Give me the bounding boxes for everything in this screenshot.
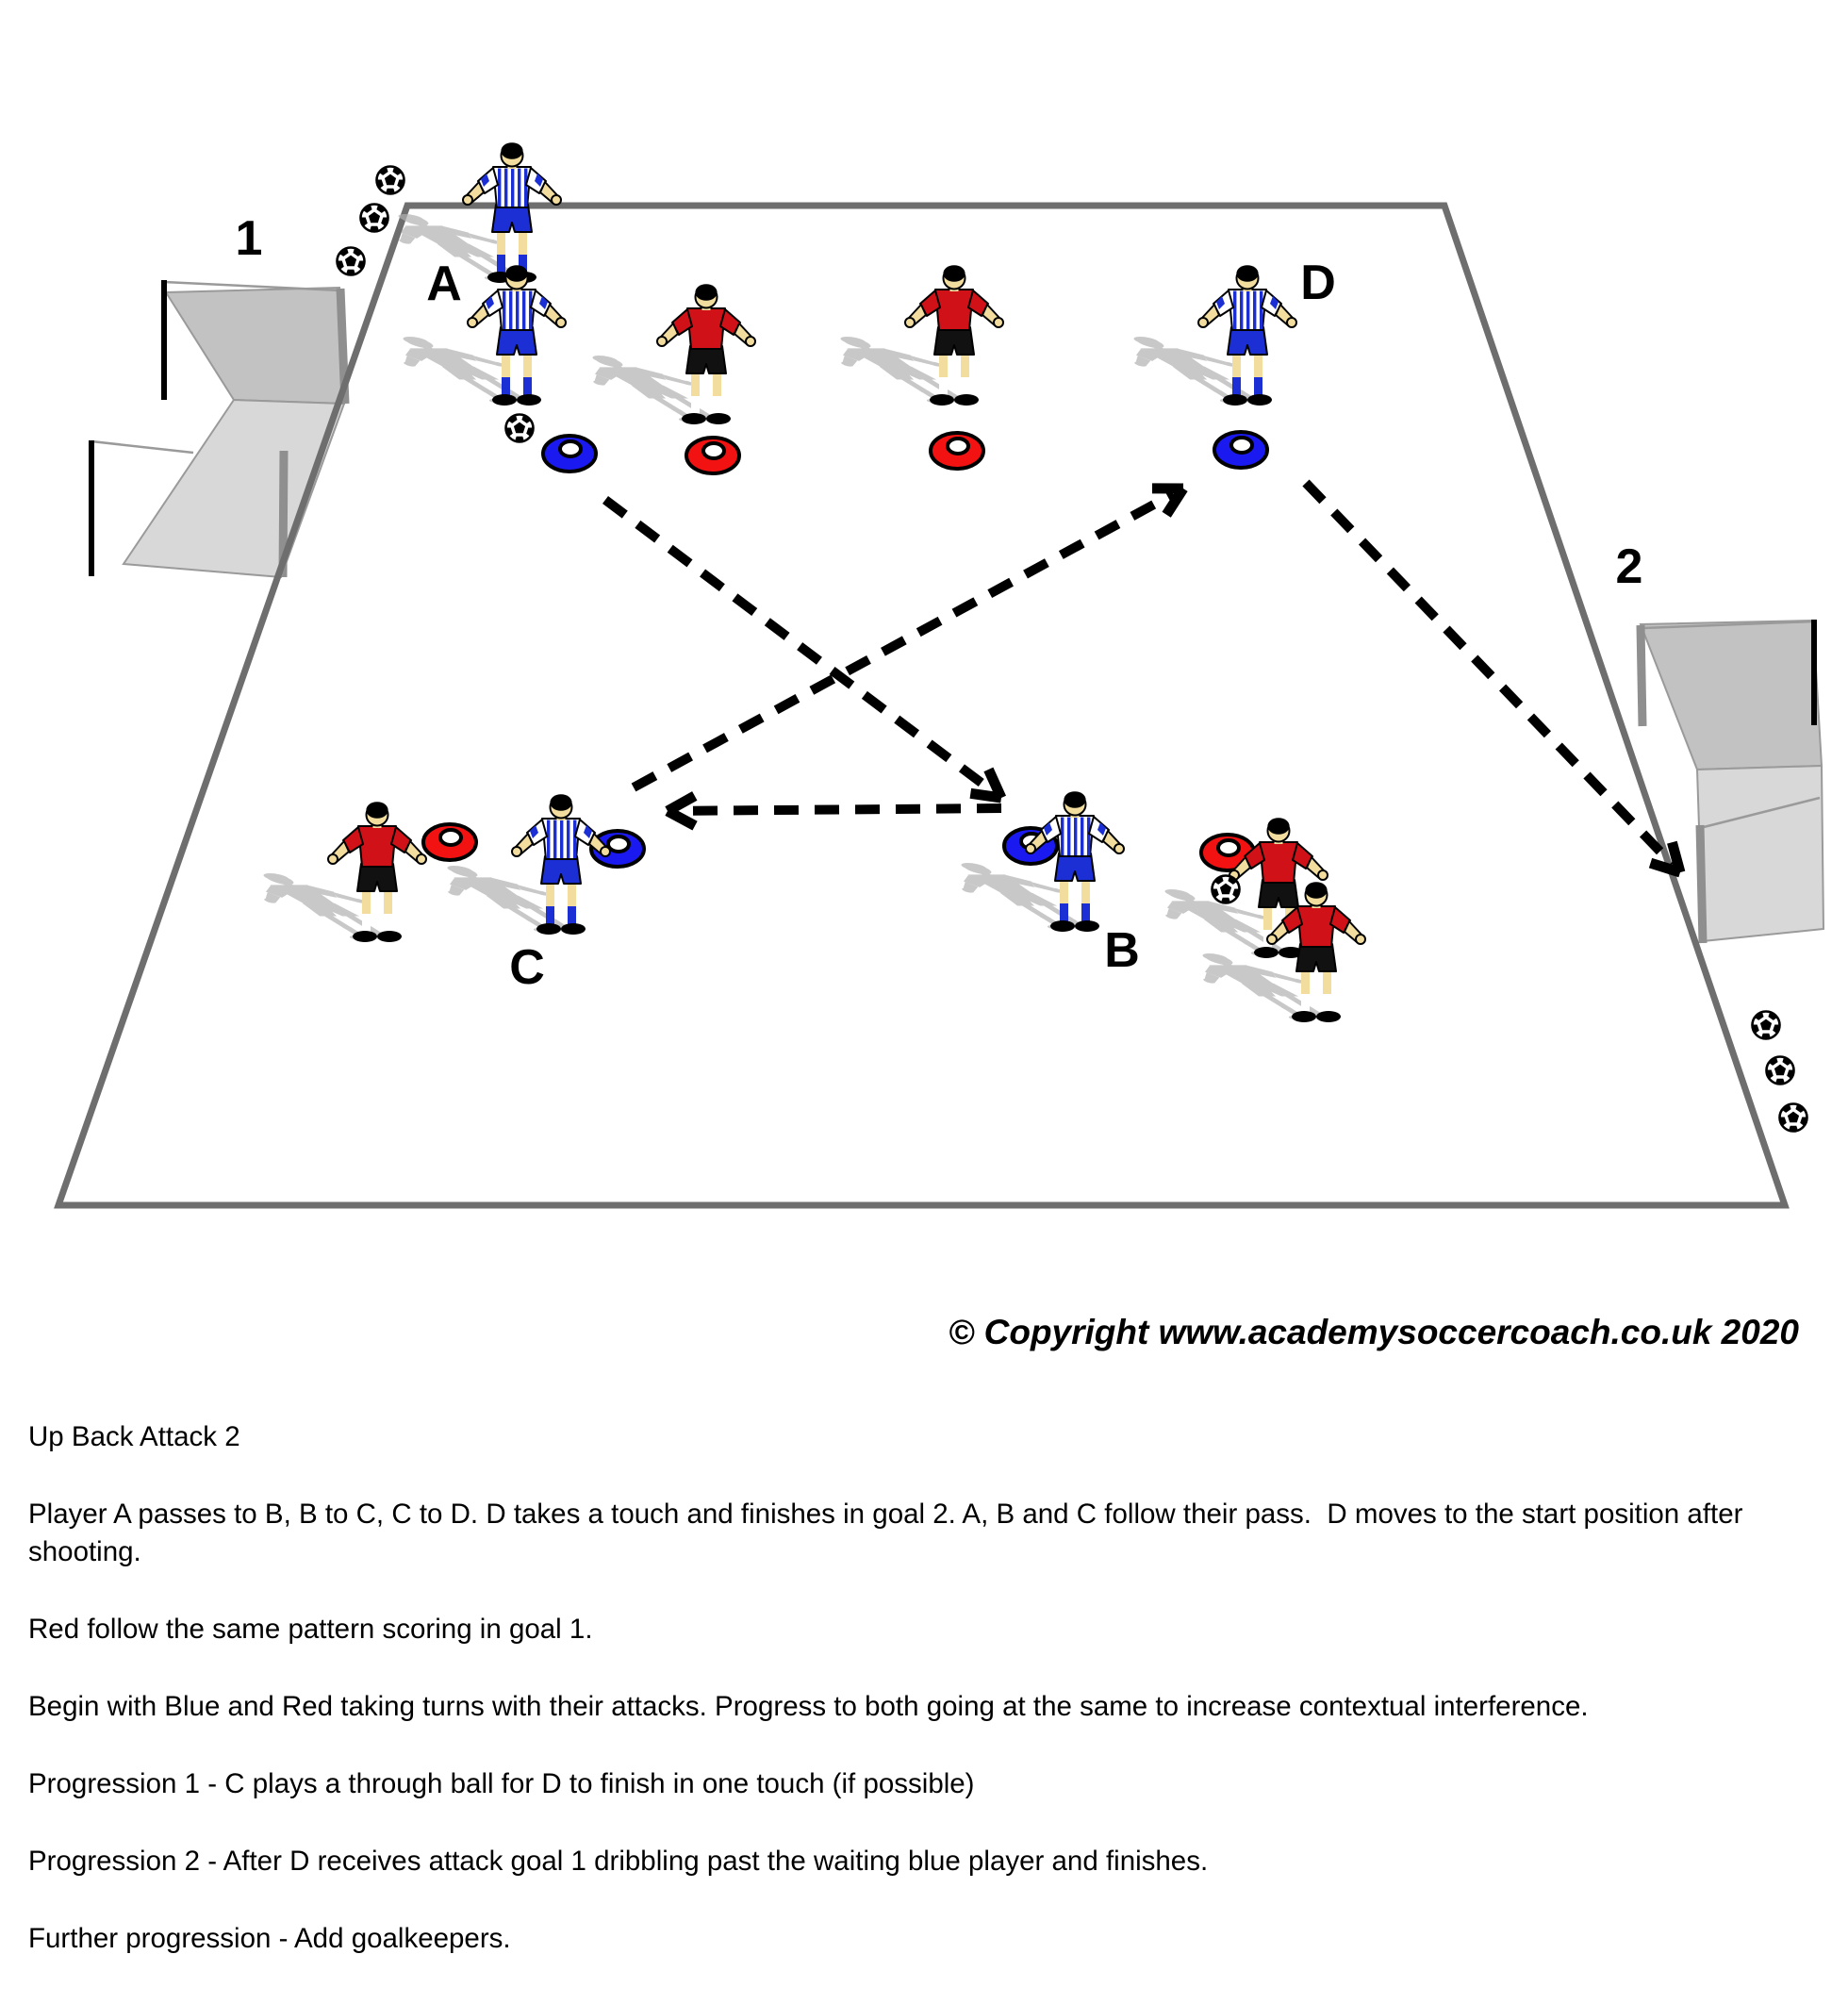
player-shorts [298, 903, 359, 917]
player-hair [1064, 791, 1085, 808]
player-shirt-stripe [560, 820, 563, 859]
cone-hole [560, 441, 581, 456]
soccer-ball-icon [1749, 1011, 1783, 1043]
player-hand [1026, 844, 1035, 853]
player-shorts [996, 893, 1057, 906]
player-hand [556, 318, 566, 327]
player-boot [930, 394, 954, 406]
pass-arrow-line [634, 494, 1173, 787]
player-leg [1323, 970, 1331, 998]
player-hair [1197, 953, 1232, 961]
player-leg [384, 890, 392, 918]
soccer-ball-icon [334, 247, 368, 279]
player-boot [682, 413, 706, 424]
cone-hole [1231, 438, 1252, 453]
player-hair [366, 802, 388, 819]
player-shirt-stripe [1067, 818, 1070, 856]
player-shadow [360, 337, 568, 404]
player-leg [1254, 354, 1262, 381]
player-boot [377, 931, 402, 942]
player-shirt [935, 290, 973, 330]
goal-bar [1641, 625, 1642, 726]
position-label-2: 2 [1615, 539, 1643, 594]
player-hair [943, 265, 965, 282]
player-shirt-stripe [547, 820, 550, 859]
soccer-ball-icon [1763, 1056, 1797, 1088]
player-hand [328, 854, 338, 864]
player-hand [1318, 870, 1328, 880]
player-leg [1081, 880, 1090, 907]
note-paragraph: Progression 2 - After D receives attack goal 1 dribbling past the waiting blue player and finishes. [28, 1846, 1209, 1877]
player-shirt [687, 308, 725, 349]
player-hand [1356, 935, 1365, 944]
player-shadow [1091, 337, 1298, 404]
player-shirt-stripe [516, 291, 519, 330]
player-hair [1267, 818, 1289, 835]
player-shorts [497, 327, 536, 355]
player-hand [746, 337, 755, 346]
player-red-3 [328, 802, 426, 942]
player-shorts [492, 205, 532, 232]
player-boot [1247, 394, 1272, 406]
goal-net [1697, 766, 1823, 941]
soccer-ball-icon [1209, 875, 1243, 907]
player-shorts [1199, 919, 1261, 933]
player-D [1198, 265, 1296, 406]
player-shorts [686, 346, 726, 373]
player-shirt-stripe [573, 820, 576, 859]
player-shorts [1228, 327, 1267, 355]
player-hand [417, 854, 426, 864]
player-hand [657, 337, 667, 346]
cone-red [931, 433, 983, 469]
cone-red [686, 438, 739, 473]
player-boot [954, 394, 979, 406]
player-hair [258, 873, 293, 881]
note-paragraph: Begin with Blue and Red taking turns with their attacks. Progress to both going at the same to increase contextual interference. [28, 1691, 1589, 1722]
player-hand [468, 318, 477, 327]
player-hair [587, 356, 622, 363]
position-label-1: 1 [235, 211, 263, 266]
goal-net [166, 288, 344, 404]
player-leg [568, 883, 576, 910]
player-shirt-stripe [1081, 818, 1083, 856]
note-paragraph: Progression 1 - C plays a through ball for D to finish in one touch (if possible) [28, 1768, 975, 1799]
player-hand [1198, 318, 1208, 327]
player-shirt-stripe [1260, 291, 1262, 330]
player-hair [1305, 882, 1327, 899]
player-hair [501, 142, 522, 159]
cone-blue [543, 436, 596, 472]
copyright-line: © Copyright www.academysoccercoach.co.uk 2020 [949, 1313, 1799, 1351]
soccer-ball-icon [373, 166, 407, 198]
cone-hole [440, 830, 461, 845]
player-leg [1263, 906, 1272, 934]
goal-1 [91, 280, 345, 577]
player-hair [1129, 337, 1163, 344]
player-hand [1267, 935, 1277, 944]
player-boot [492, 394, 517, 406]
player-leg [713, 373, 721, 400]
player-hand [552, 195, 561, 205]
player-shadow [404, 866, 612, 933]
player-shirt-stripe [524, 169, 527, 207]
position-label-A: A [426, 257, 462, 311]
player-leg [939, 354, 948, 381]
player-boot [706, 413, 731, 424]
player-leg [1060, 880, 1068, 907]
player-shirt-stripe [518, 169, 520, 207]
player-shirt-stripe [504, 169, 507, 207]
player-shirt-stripe [511, 169, 514, 207]
pass-arrow [668, 796, 1001, 826]
goal-net-wire [91, 441, 193, 453]
player-leg [519, 231, 527, 258]
player-leg [362, 890, 371, 918]
player-leg [546, 883, 554, 910]
player-hair [695, 284, 717, 301]
player-hand [601, 847, 610, 856]
player-shirt-stripe [1087, 818, 1090, 856]
player-shorts [482, 896, 543, 909]
player-shirt-stripe [553, 820, 556, 859]
player-shirt-stripe [1240, 291, 1243, 330]
player-shadow [550, 356, 757, 422]
player-shirt-stripe [1246, 291, 1249, 330]
player-hair [398, 337, 433, 344]
pass-arrow-line [679, 808, 1001, 811]
player-shorts [875, 367, 936, 380]
player-boot [1292, 1011, 1316, 1022]
pass-arrow [605, 500, 1001, 798]
player-boot [517, 394, 541, 406]
player-shorts [1237, 984, 1298, 997]
cone-red [423, 824, 476, 860]
player-leg [961, 354, 969, 381]
player-shorts [357, 864, 397, 891]
player-shirt [1260, 842, 1297, 883]
player-hair [835, 337, 870, 344]
player-shadow [1160, 953, 1367, 1020]
player-shorts [433, 244, 494, 257]
pass-arrow-line [605, 500, 992, 791]
player-red-2 [905, 265, 1003, 406]
player-leg [523, 354, 532, 381]
player-hand [463, 195, 472, 205]
player-shirt [358, 826, 396, 867]
player-shirt [1297, 906, 1335, 947]
player-boot [353, 931, 377, 942]
note-paragraph: Player A passes to B, B to C, C to D. D takes a touch and finishes in goal 2. A, B and C follow their pass. D moves to the start position after shooting. [28, 1499, 1751, 1567]
player-C [512, 794, 610, 935]
player-hand [512, 847, 521, 856]
player-shirt-stripe [509, 291, 512, 330]
player-shadow [221, 873, 428, 940]
player-hair [550, 794, 571, 811]
goal-2 [1641, 620, 1823, 943]
player-boot [536, 923, 561, 935]
goal-bar [1700, 825, 1703, 943]
player-leg [691, 373, 700, 400]
player-shirt-stripe [503, 291, 505, 330]
player-shirt-stripe [1233, 291, 1236, 330]
soccer-ball-icon [1776, 1103, 1810, 1135]
cone-hole [608, 836, 629, 852]
player-shirt-stripe [529, 291, 532, 330]
cone-blue [1214, 432, 1267, 468]
player-hand [1114, 844, 1124, 853]
drill-notes [28, 1418, 1799, 1997]
cone-hole [703, 443, 724, 458]
player-hair [442, 866, 477, 873]
player-shadow [918, 863, 1126, 930]
player-A [468, 265, 566, 406]
player-shirt-stripe [498, 169, 501, 207]
player-shadow [798, 337, 1005, 404]
player-shirt-stripe [522, 291, 525, 330]
player-hair [1236, 265, 1258, 282]
player-hair [1160, 889, 1195, 897]
player-boot [1050, 920, 1075, 932]
player-hand [905, 318, 915, 327]
player-shorts [1168, 367, 1229, 380]
player-shorts [1296, 944, 1336, 971]
player-hand [994, 318, 1003, 327]
position-label-C: C [509, 940, 545, 995]
note-paragraph: Red follow the same pattern scoring in goal 1. [28, 1614, 593, 1645]
goal-net [1641, 621, 1822, 770]
player-hand [1287, 318, 1296, 327]
player-boot [1254, 947, 1279, 958]
player-shorts [1055, 853, 1095, 881]
player-shorts [627, 386, 688, 399]
player-shorts [437, 367, 499, 380]
player-boot [1075, 920, 1099, 932]
cone-hole [948, 439, 968, 454]
player-boot [1316, 1011, 1341, 1022]
notes-paragraphs [28, 1496, 1799, 1958]
player-shirt-stripe [1061, 818, 1064, 856]
player-shorts [541, 856, 581, 884]
player-leg [1232, 354, 1241, 381]
player-hair [505, 265, 527, 282]
player-hair [956, 863, 991, 870]
player-leg [502, 354, 510, 381]
player-leg [1301, 970, 1310, 998]
soccer-ball-icon [503, 414, 536, 446]
player-leg [497, 231, 505, 258]
player-boot [1223, 394, 1247, 406]
player-shirt-stripe [567, 820, 569, 859]
player-boot [561, 923, 586, 935]
player-shirt-stripe [1253, 291, 1256, 330]
position-label-B: B [1104, 923, 1140, 978]
cone-hole [1218, 840, 1239, 855]
player-shorts [934, 327, 974, 355]
player-blue-start [463, 142, 561, 283]
drill-title: Up Back Attack 2 [28, 1421, 240, 1452]
player-shirt-stripe [1074, 818, 1077, 856]
pass-arrow [634, 489, 1183, 787]
pass-arrow-head [668, 811, 695, 826]
position-label-D: D [1300, 256, 1336, 310]
player-red-1 [657, 284, 755, 424]
soccer-ball-icon [357, 204, 391, 236]
note-paragraph: Further progression - Add goalkeepers. [28, 1923, 511, 1954]
player-shorts [1259, 880, 1298, 907]
